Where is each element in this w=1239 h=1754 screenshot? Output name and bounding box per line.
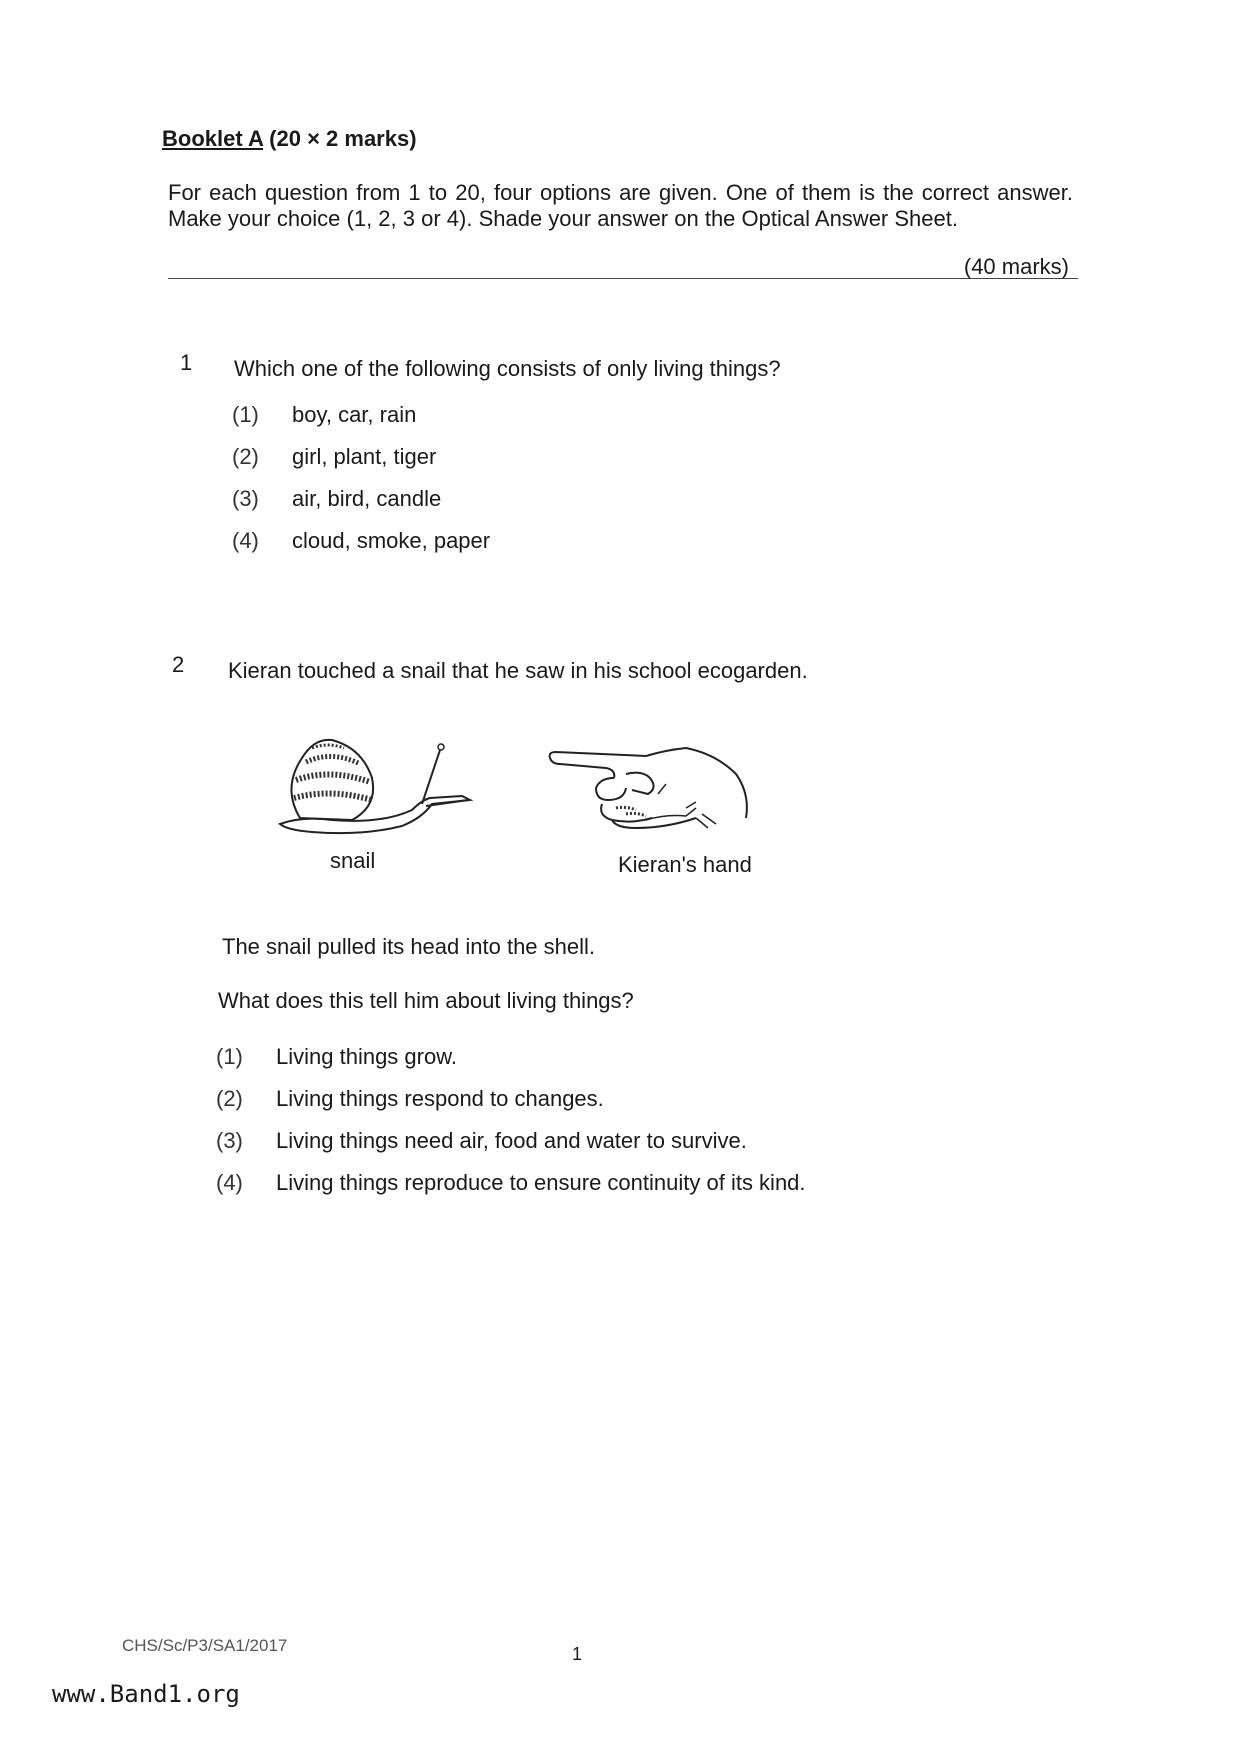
question-text: Which one of the following consists of only living things? (234, 356, 781, 381)
question-statement: The snail pulled its head into the shell. (222, 934, 596, 959)
website-watermark: www.Band1.org (52, 1680, 240, 1708)
option-number: (3) (216, 1128, 243, 1153)
total-marks: (40 marks) (963, 254, 1069, 279)
option-row (232, 478, 490, 520)
option-number: (4) (232, 528, 259, 553)
page-number: 1 (572, 1644, 583, 1664)
option-number: (2) (216, 1086, 243, 1111)
hand-caption: Kieran's hand (618, 852, 752, 877)
option-row (232, 436, 490, 478)
question-number: 1 (180, 350, 193, 375)
hand-illustration (546, 744, 758, 836)
question-2-options (216, 1036, 806, 1204)
option-number: (3) (232, 486, 259, 511)
paper-code: CHS/Sc/P3/SA1/2017 (122, 1636, 288, 1655)
snail-illustration (272, 728, 482, 840)
booklet-header (162, 126, 417, 152)
booklet-label: Booklet A (162, 126, 264, 151)
option-text: air, bird, candle (292, 486, 442, 511)
option-text: girl, plant, tiger (292, 444, 437, 469)
option-number: (2) (232, 444, 259, 469)
booklet-marks: (20 × 2 marks) (269, 126, 417, 151)
option-number: (1) (216, 1044, 243, 1069)
option-text: Living things grow. (276, 1044, 457, 1069)
option-text: boy, car, rain (292, 402, 417, 427)
option-text: Living things reproduce to ensure continuity of its kind. (276, 1170, 806, 1195)
instructions-divider (168, 278, 1078, 279)
option-number: (4) (216, 1170, 243, 1195)
question-text: Kieran touched a snail that he saw in his school ecogarden. (228, 658, 808, 683)
option-row (216, 1036, 806, 1078)
option-row (216, 1078, 806, 1120)
snail-caption: snail (330, 848, 376, 873)
option-number: (1) (232, 402, 259, 427)
question-number: 2 (172, 652, 185, 677)
option-row (232, 394, 490, 436)
question-prompt: What does this tell him about living things? (218, 988, 634, 1013)
option-row (232, 520, 490, 562)
question-1-options (232, 394, 490, 562)
option-row (216, 1162, 806, 1204)
option-text: cloud, smoke, paper (292, 528, 491, 553)
instructions-text: For each question from 1 to 20, four options are given. One of them is the correct answer. Make your choice (1, 2, 3 or 4). Shade your answer on the Optical Answer Sheet. (168, 180, 1073, 231)
option-text: Living things need air, food and water to survive. (276, 1128, 747, 1153)
option-text: Living things respond to changes. (276, 1086, 604, 1111)
option-row (216, 1120, 806, 1162)
